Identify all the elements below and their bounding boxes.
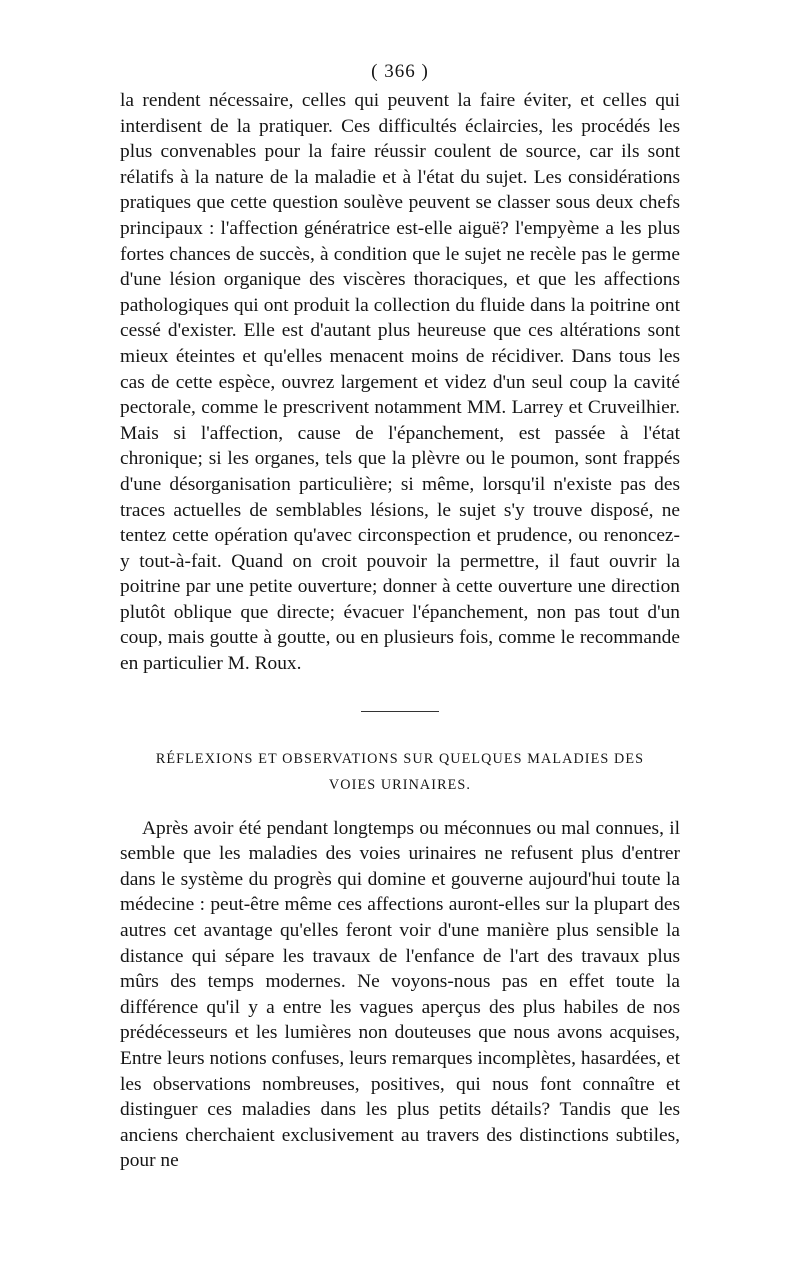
section-title bbox=[120, 746, 680, 798]
book-page bbox=[120, 56, 680, 1174]
paragraph-urinary: Après avoir été pendant longtemps ou méconnues ou mal connues, il semble que les maladies des voies urinaires ne refusent plus d'entrer dans le système du progrès qui domine et gouverne aujourd'hui toute la médecine : peut-être même ces affections auront-elles sur la plupart des autres cet avantage qu'elles feront voir d'une manière plus sensible la distance qui sépare les travaux de l'enfance de l'art des travaux plus mûrs des temps modernes. Ne voyons-nous pas en effet toute la différence qu'il y a entre les vagues aperçus des plus habiles de nos prédécesseurs et les lumières non douteuses que nous avons acquises, Entre leurs notions confuses, leurs remarques incomplètes, hasardées, et les observations nombreuses, positives, qui nous font connaître et distinguer ces maladies dans les plus petits détails? Tandis que les anciens cherchaient exclusivement au travers des distinctions subtiles, pour ne bbox=[120, 817, 680, 1172]
section-separator bbox=[361, 711, 439, 712]
section-title-line-2: VOIES URINAIRES. bbox=[328, 776, 472, 793]
paragraph-empyema: la rendent nécessaire, celles qui peuvent la faire éviter, et celles qui interdisent de la pratiquer. Ces difficultés éclaircies, les procédés les plus convenables pour la faire réussir coulent de source, car ils sont rélatifs à la nature de la maladie et à l'état du sujet. Les considérations pratiques que cette question soulève peuvent se classer sous deux chefs principaux : l'affection génératrice est-elle aiguë? l'empyème a les plus fortes chances de succès, à condition que le sujet ne recèle pas le germe d'une lésion organique des viscères thoraciques, et que les affections pathologiques qui ont produit la collection du fluide dans la poitrine ont cessé d'exister. Elle est d'autant plus heureuse que ces altérations sont mieux éteintes et qu'elles menacent moins de récidiver. Dans tous les cas de cette espèce, ouvrez largement et videz d'un seul coup la cavité pectorale, comme le prescrivent notamment MM. Larrey et Cruveilhier. Mais si l'affection, cause de l'épanchement, est passée à l'état chronique; si les organes, tels que la plèvre ou le poumon, sont frappés d'une désorganisation particulière; si même, lorsqu'il n'existe pas des traces actuelles de semblables lésions, le sujet s'y trouve disposé, ne tentez cette opération qu'avec circonspection et prudence, ou renoncez-y tout-à-fait. Quand on croit pouvoir la permettre, il faut ouvrir la poitrine par une petite ouverture; donner à cette ouverture une direction plutôt oblique que directe; évacuer l'épanchement, non pas tout d'un coup, mais goutte à goutte, ou en plusieurs fois, comme le recommande en particulier M. Roux. bbox=[120, 90, 680, 675]
page-number: ( 366 ) bbox=[371, 61, 429, 82]
section-title-line-1: RÉFLEXIONS ET OBSERVATIONS SUR QUELQUES MALADIES DES bbox=[155, 750, 645, 767]
